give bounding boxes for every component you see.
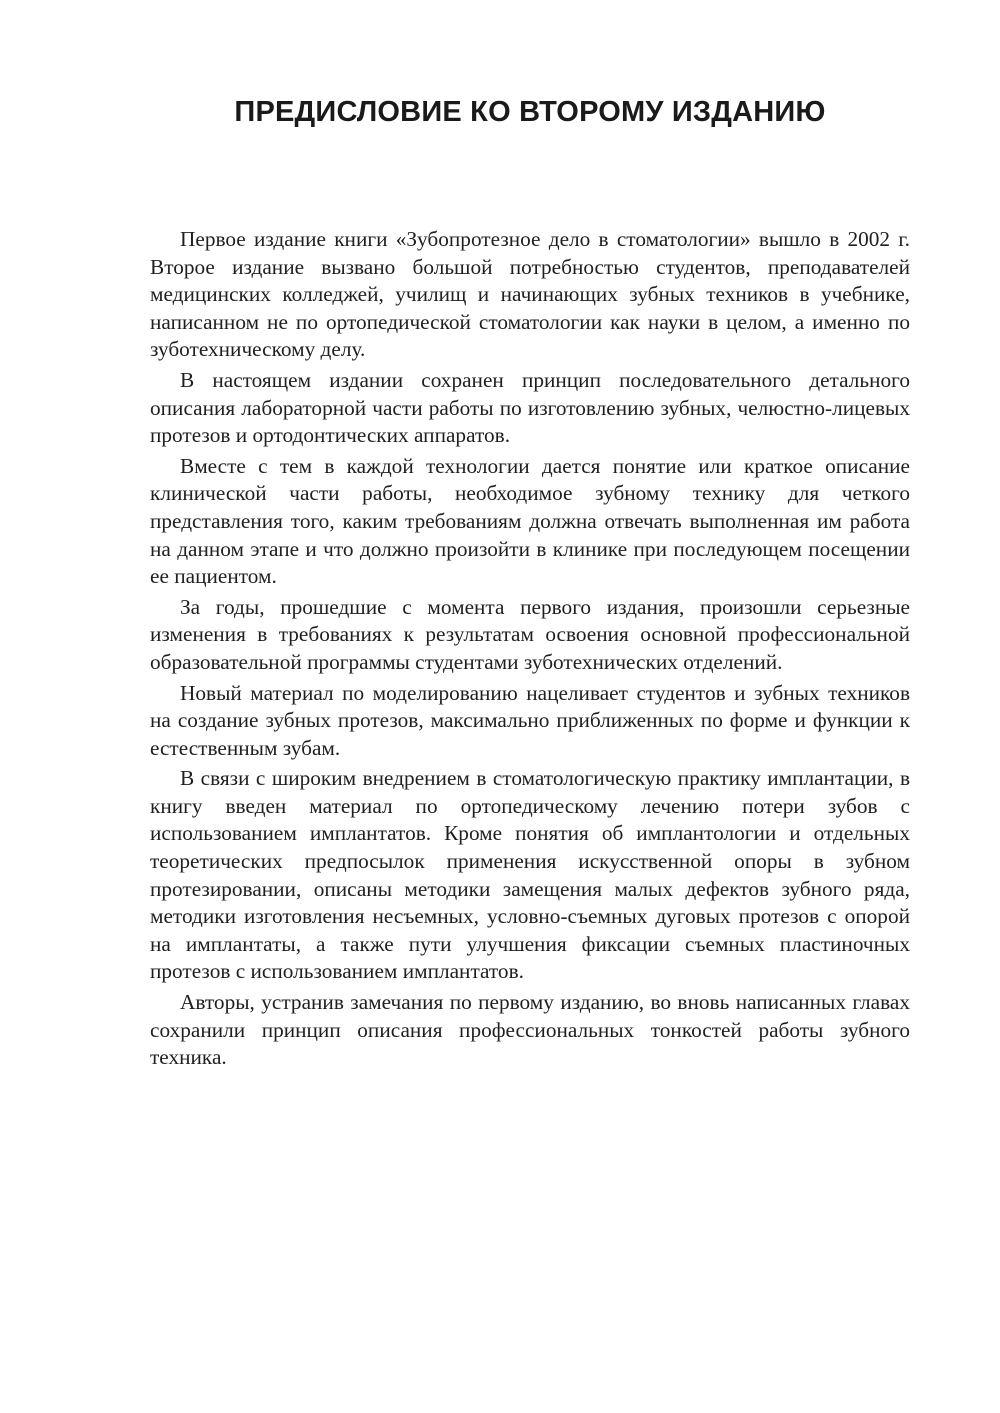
paragraph: Первое издание книги «Зубопротезное дело в стоматологии» вышло в 2002 г. Второе издание вызвано большой потребностью студентов, преподавателей медицинских колледжей, училищ и начинающих зубных техников в учебнике, написанном не по ортопедической стоматологии как науки в целом, а именно по зуботехническому делу. xyxy=(150,227,910,362)
paragraph: Новый материал по моделированию нацеливает студентов и зубных техников на создание зубных протезов, максимально приближенных по форме и функции к естественным зубам. xyxy=(150,680,910,760)
paragraph: Авторы, устранив замечания по первому изданию, во вновь написанных главах сохранили принцип описания профессиональных тонкостей работы зубного техника. xyxy=(150,990,910,1070)
paragraph: За годы, прошедшие с момента первого издания, произошли серьезные изменения в требованиях к результатам освоения основной профессиональной образовательной программы студентами зуботехнических отделений. xyxy=(150,594,910,674)
paragraph: В связи с широким внедрением в стоматологическую практику имплантации, в книгу введен материал по ортопедическому лечению потери зубов с использованием имплантатов. Кроме понятия об имплантологии и отдельных теоретических предпосылок применения искусственной опоры в зубном протезировании, описаны методики замещения малых дефектов зубного ряда, методики изготовления несъемных, условно-съемных дуговых протезов с опорой на имплантаты, а также пути улучшения фиксации съемных пластиночных протезов с использованием имплантатов. xyxy=(150,766,910,984)
paragraph: Вместе с тем в каждой технологии дается понятие или краткое описание клинической части работы, необходимое зубному технику для четкого представления того, каким требованиям должна отвечать выполненная им работа на данном этапе и что должно произойти в клинике при последующем посещении ее пациентом. xyxy=(150,453,910,589)
paragraph: В настоящем издании сохранен принцип последовательного детального описания лабораторной части работы по изготовлению зубных, челюстно-лицевых протезов и ортодонтических аппаратов. xyxy=(150,367,910,448)
page-title: ПРЕДИСЛОВИЕ КО ВТОРОМУ ИЗДАНИЮ xyxy=(234,96,826,128)
preface-body xyxy=(150,226,910,1075)
